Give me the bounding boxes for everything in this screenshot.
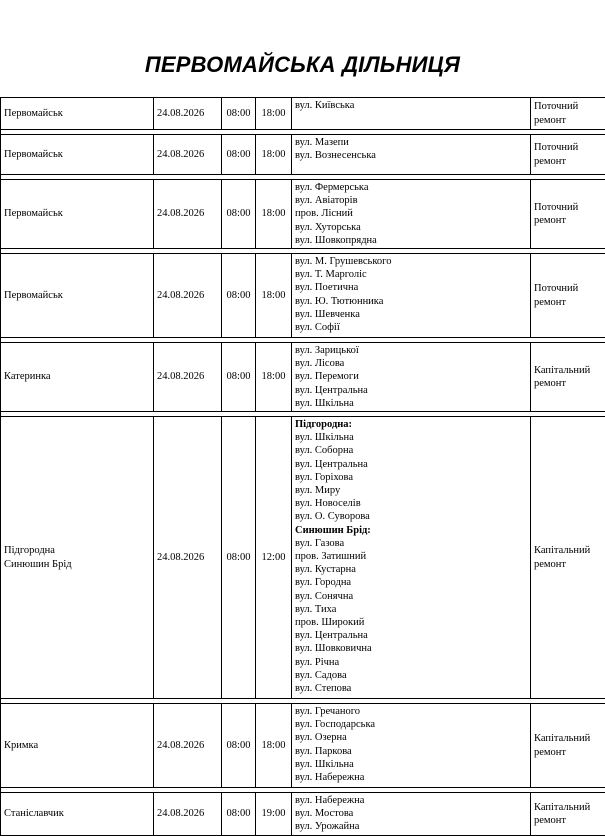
settlement-cell — [1, 98, 154, 130]
work-type: Капітальний — [534, 364, 602, 377]
work-type-cell — [531, 254, 605, 338]
street-name: вул. Лісова — [295, 357, 527, 370]
end-time: 18:00 — [259, 207, 288, 220]
street-name: вул. Зарицької — [295, 344, 527, 357]
work-type: ремонт — [534, 296, 602, 309]
work-type-cell — [531, 417, 605, 699]
street-name: пров. Лісний — [295, 207, 527, 220]
street-name: вул. Авіаторів — [295, 194, 527, 207]
street-name: вул. Господарська — [295, 718, 527, 731]
end-time-cell — [256, 793, 292, 836]
streets-cell — [292, 704, 531, 788]
outage-date: 24.08.2026 — [157, 289, 218, 302]
work-type-cell — [531, 180, 605, 249]
start-time: 08:00 — [225, 207, 252, 220]
settlement-name: Первомайськ — [4, 107, 150, 120]
street-name: вул. Степова — [295, 682, 527, 695]
streets-cell — [292, 343, 531, 412]
settlement-cell — [1, 417, 154, 699]
settlement-cell — [1, 254, 154, 338]
street-name: вул. Мостова — [295, 807, 527, 820]
street-name: вул. Городна — [295, 576, 527, 589]
date-cell — [154, 417, 222, 699]
table-row — [1, 343, 605, 412]
street-name: вул. Газова — [295, 537, 527, 550]
start-time: 08:00 — [225, 739, 252, 752]
start-time-cell — [222, 180, 256, 249]
outage-date: 24.08.2026 — [157, 107, 218, 120]
work-type: Капітальний — [534, 732, 602, 745]
end-time-cell — [256, 254, 292, 338]
street-name: пров. Затишний — [295, 550, 527, 563]
date-cell — [154, 254, 222, 338]
street-name: вул. Садова — [295, 669, 527, 682]
date-cell — [154, 793, 222, 836]
street-name: вул. Ю. Тютюнника — [295, 295, 527, 308]
work-type: ремонт — [534, 814, 602, 827]
settlement-cell — [1, 793, 154, 836]
street-name: вул. Новоселів — [295, 497, 527, 510]
street-name: вул. Озерна — [295, 731, 527, 744]
settlement-name: Кримка — [4, 739, 150, 752]
start-time-cell — [222, 704, 256, 788]
work-type: Поточний — [534, 141, 602, 154]
outage-date: 24.08.2026 — [157, 551, 218, 564]
street-name: вул. Т. Марголіс — [295, 268, 527, 281]
street-name: вул. Шкільна — [295, 758, 527, 771]
street-name: вул. Київська — [295, 99, 527, 112]
end-time-cell — [256, 704, 292, 788]
village-heading: Синюшин Брід: — [295, 524, 527, 537]
work-type: ремонт — [534, 214, 602, 227]
outage-date: 24.08.2026 — [157, 370, 218, 383]
street-name: вул. Гречаного — [295, 705, 527, 718]
start-time: 08:00 — [225, 107, 252, 120]
settlement-cell — [1, 135, 154, 175]
work-type-cell — [531, 704, 605, 788]
settlement-cell — [1, 180, 154, 249]
street-name: вул. Мазепи — [295, 136, 527, 149]
settlement-cell — [1, 343, 154, 412]
work-type: ремонт — [534, 155, 602, 168]
street-name: вул. Вознесенська — [295, 149, 527, 162]
work-type: ремонт — [534, 377, 602, 390]
work-type: Поточний — [534, 282, 602, 295]
street-name: вул. Шовкопрядна — [295, 234, 527, 247]
table-row — [1, 793, 605, 836]
work-type: ремонт — [534, 558, 602, 571]
end-time-cell — [256, 417, 292, 699]
street-name: вул. Шевченка — [295, 308, 527, 321]
end-time: 18:00 — [259, 739, 288, 752]
work-type: ремонт — [534, 114, 602, 127]
street-name: пров. Широкий — [295, 616, 527, 629]
end-time-cell — [256, 135, 292, 175]
end-time-cell — [256, 98, 292, 130]
settlement-name: Станіславчик — [4, 807, 150, 820]
street-name: вул. Урожайна — [295, 820, 527, 833]
street-name: вул. Тиха — [295, 603, 527, 616]
streets-cell — [292, 98, 531, 130]
table-row — [1, 180, 605, 249]
settlement-name: Синюшин Брід — [4, 558, 150, 571]
street-name: вул. Хуторська — [295, 221, 527, 234]
table-row — [1, 704, 605, 788]
start-time-cell — [222, 135, 256, 175]
end-time: 18:00 — [259, 289, 288, 302]
street-name: вул. Шкільна — [295, 397, 527, 410]
street-name: вул. Центральна — [295, 384, 527, 397]
street-name: вул. Сонячна — [295, 590, 527, 603]
settlement-name: Первомайськ — [4, 207, 150, 220]
work-type-cell — [531, 343, 605, 412]
end-time: 18:00 — [259, 370, 288, 383]
settlement-name: Підгородна — [4, 544, 150, 557]
street-name: вул. Річна — [295, 656, 527, 669]
village-heading: Підгородна: — [295, 418, 527, 431]
end-time: 18:00 — [259, 107, 288, 120]
streets-cell — [292, 417, 531, 699]
table-row — [1, 254, 605, 338]
street-name: вул. Шкільна — [295, 431, 527, 444]
start-time-cell — [222, 98, 256, 130]
streets-cell — [292, 793, 531, 836]
streets-cell — [292, 135, 531, 175]
work-type: Капітальний — [534, 544, 602, 557]
start-time-cell — [222, 254, 256, 338]
outage-date: 24.08.2026 — [157, 807, 218, 820]
street-name: вул. Софії — [295, 321, 527, 334]
start-time: 08:00 — [225, 148, 252, 161]
outage-date: 24.08.2026 — [157, 739, 218, 752]
table-row — [1, 417, 605, 699]
end-time-cell — [256, 180, 292, 249]
outage-schedule-table — [0, 97, 605, 836]
street-name: вул. М. Грушевського — [295, 255, 527, 268]
street-name: вул. Паркова — [295, 745, 527, 758]
date-cell — [154, 343, 222, 412]
start-time: 08:00 — [225, 807, 252, 820]
date-cell — [154, 98, 222, 130]
end-time: 19:00 — [259, 807, 288, 820]
table-row — [1, 135, 605, 175]
end-time-cell — [256, 343, 292, 412]
start-time-cell — [222, 793, 256, 836]
work-type: Поточний — [534, 100, 602, 113]
date-cell — [154, 135, 222, 175]
street-name: вул. Перемоги — [295, 370, 527, 383]
streets-cell — [292, 254, 531, 338]
start-time: 08:00 — [225, 551, 252, 564]
street-name: вул. Соборна — [295, 444, 527, 457]
table-row — [1, 98, 605, 130]
work-type-cell — [531, 98, 605, 130]
street-name: вул. Горіхова — [295, 471, 527, 484]
end-time: 18:00 — [259, 148, 288, 161]
date-cell — [154, 180, 222, 249]
street-name: вул. Центральна — [295, 629, 527, 642]
streets-cell — [292, 180, 531, 249]
start-time-cell — [222, 343, 256, 412]
street-name: вул. Центральна — [295, 458, 527, 471]
street-name: вул. Набережна — [295, 794, 527, 807]
end-time: 12:00 — [259, 551, 288, 564]
street-name: вул. Шовковична — [295, 642, 527, 655]
page-title: ПЕРВОМАЙСЬКА ДІЛЬНИЦЯ — [0, 52, 605, 78]
settlement-cell — [1, 704, 154, 788]
work-type: ремонт — [534, 746, 602, 759]
street-name: вул. Миру — [295, 484, 527, 497]
street-name: вул. О. Суворова — [295, 510, 527, 523]
work-type-cell — [531, 793, 605, 836]
street-name: вул. Набережна — [295, 771, 527, 784]
settlement-name: Катеринка — [4, 370, 150, 383]
date-cell — [154, 704, 222, 788]
settlement-name: Первомайськ — [4, 148, 150, 161]
settlement-name: Первомайськ — [4, 289, 150, 302]
work-type: Поточний — [534, 201, 602, 214]
work-type: Капітальний — [534, 801, 602, 814]
outage-date: 24.08.2026 — [157, 207, 218, 220]
street-name: вул. Кустарна — [295, 563, 527, 576]
start-time-cell — [222, 417, 256, 699]
outage-date: 24.08.2026 — [157, 148, 218, 161]
street-name: вул. Поетична — [295, 281, 527, 294]
start-time: 08:00 — [225, 289, 252, 302]
outage-schedule-body — [1, 98, 605, 836]
street-name: вул. Фермерська — [295, 181, 527, 194]
start-time: 08:00 — [225, 370, 252, 383]
work-type-cell — [531, 135, 605, 175]
